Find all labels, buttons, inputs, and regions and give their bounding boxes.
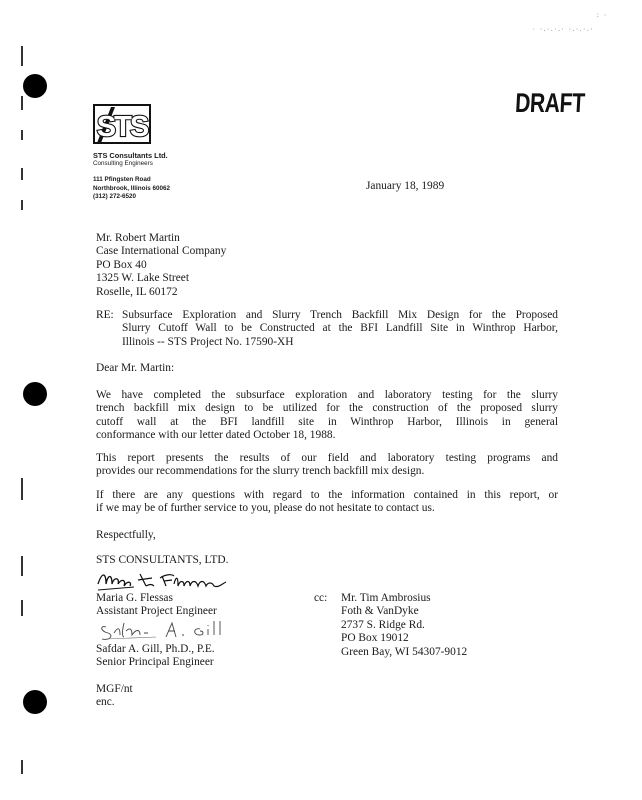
cc-line: PO Box 19012 <box>341 632 409 645</box>
letter-date: January 18, 1989 <box>366 180 445 192</box>
logo-text: STS <box>96 111 148 143</box>
margin-mark <box>21 96 23 110</box>
typist-initials: MGF/nt <box>96 683 133 695</box>
body-paragraph-3: If there are any questions with regard to the information contained in this report, or if we may be of further service to you, please do not hesitate to contact us. <box>96 489 558 515</box>
recipient-address <box>96 232 226 299</box>
enclosure-note: enc. <box>96 696 115 709</box>
margin-mark <box>21 168 23 180</box>
margin-mark <box>21 760 23 774</box>
draft-stamp: DRAFT <box>514 88 586 118</box>
cc-line: Foth & VanDyke <box>341 605 419 618</box>
signature-gill <box>96 617 236 643</box>
signer1-title: Assistant Project Engineer <box>96 605 217 618</box>
signer1-name: Maria G. Flessas <box>96 592 173 604</box>
salutation: Dear Mr. Martin: <box>96 362 175 374</box>
recipient-line: Mr. Robert Martin <box>96 232 180 244</box>
signature-flessas <box>94 566 234 594</box>
subject-text: Subsurface Exploration and Slurry Trench Backfill Mix Design for the Proposed Slurry Cutoff Wall to be Constructed at the BFI Landfill Site in Winthrop Harbor, Illinois -- STS Project No. 17590-XH <box>122 309 558 348</box>
punch-hole <box>23 74 47 98</box>
company-address-line2: Northbrook, Illinois 60062 <box>93 184 170 192</box>
scan-noise: · ·.·.·.· ·.·.·.· <box>532 26 594 33</box>
recipient-line: Case International Company <box>96 245 227 258</box>
cc-line: Mr. Tim Ambrosius <box>341 592 431 604</box>
cc-line: 2737 S. Ridge Rd. <box>341 618 425 631</box>
company-name: STS Consultants Ltd. <box>93 151 168 160</box>
company-logo <box>93 103 151 147</box>
recipient-line: PO Box 40 <box>96 258 147 271</box>
cc-line: Green Bay, WI 54307-9012 <box>341 645 468 658</box>
margin-mark <box>21 46 23 66</box>
margin-mark <box>21 556 23 576</box>
punch-hole <box>23 690 47 714</box>
margin-mark <box>21 478 23 500</box>
margin-mark <box>21 200 23 210</box>
company-tagline: Consulting Engineers <box>93 160 153 168</box>
recipient-line: 1325 W. Lake Street <box>96 272 190 285</box>
body-paragraph-1: We have completed the subsurface exploration and laboratory testing for the slurry trench backfill mix design to be utilized for the construction of the proposed slurry cutoff wall at the BFI landfill site in Winthrop Harbor, Illinois in general conformance with our letter dated October 18, 1988. <box>96 389 558 442</box>
recipient-line: Roselle, IL 60172 <box>96 285 178 298</box>
subject-label: RE: <box>96 309 114 321</box>
body-paragraph-2: This report presents the results of our field and laboratory testing programs and provides our recommendations for the slurry trench backfill mix design. <box>96 452 558 478</box>
firm-name: STS CONSULTANTS, LTD. <box>96 554 229 566</box>
company-phone: (312) 272-6520 <box>93 192 137 200</box>
margin-mark <box>21 600 23 616</box>
closing: Respectfully, <box>96 529 156 541</box>
signer2-title: Senior Principal Engineer <box>96 656 214 669</box>
cc-label: cc: <box>314 592 328 604</box>
punch-hole <box>23 382 47 406</box>
cc-list <box>341 592 467 659</box>
margin-mark <box>21 130 23 140</box>
scan-noise: : · <box>596 12 607 19</box>
signer2-name: Safdar A. Gill, Ph.D., P.E. <box>96 643 215 655</box>
company-address-line1: 111 Pfingsten Road <box>93 176 151 184</box>
